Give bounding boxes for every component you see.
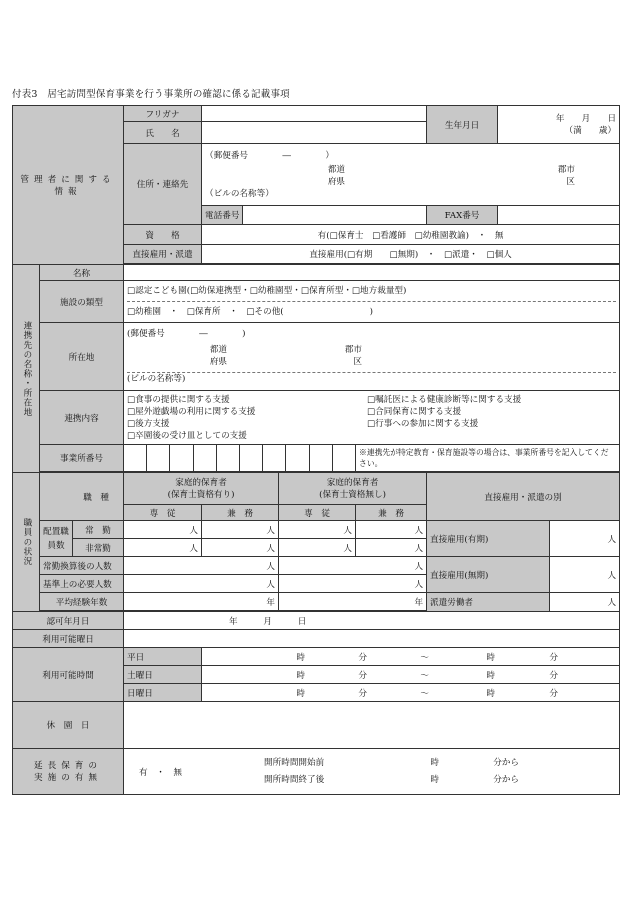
employment-label: 直接雇用・派遣 (124, 245, 202, 264)
nonreg-full-b[interactable]: 人 (279, 539, 356, 557)
nonreg-part-b[interactable]: 人 (356, 539, 427, 557)
hours-sunday-field[interactable]: 時 分 ～ 時 分 (202, 684, 620, 702)
partner-address-label: 所在地 (40, 323, 124, 391)
partner-address-field[interactable]: (郵便番号 ― ) 都道 府県 郡市 区 (ビルの名称等) (124, 323, 620, 391)
cooperation-label: 連携内容 (40, 391, 124, 445)
furigana-label: フリガナ (124, 106, 202, 122)
experience-a[interactable]: 年 (124, 593, 279, 611)
registration-form (12, 105, 620, 795)
dispatch-label: 派遣労働者 (427, 593, 550, 612)
manager-section-label: 管理者に関する情報 (13, 106, 124, 265)
extended-care-label: 延長保育の 実施の有無 (13, 749, 124, 795)
office-number-field[interactable] (124, 445, 356, 472)
facility-type-field[interactable]: □認定こども園(□幼保連携型・□幼稚園型・□保育所型・□地方裁量型) □幼稚園 ・ □保育所 ・ □その他( ) (124, 281, 620, 323)
cooperation-field[interactable]: □食事の提供に関する支援 □屋外遊戯場の利用に関する支援 □後方支援 □卒園後の受け皿としての支援 □嘱託医による健康診断等に関する支援 □合同保育に関する支援 □行事への参加に関する支援 (124, 391, 620, 445)
phone-field[interactable] (202, 206, 427, 225)
experience-label: 平均経験年数 (40, 593, 124, 611)
full-time-header-b: 専 従 (279, 505, 356, 521)
experience-b[interactable]: 年 (279, 593, 427, 611)
hours-weekday-field[interactable]: 時 分 ～ 時 分 (202, 648, 620, 666)
form-caption: 付表3 居宅訪問型保育事業を行う事業所の確認に係る記載事項 (12, 89, 290, 100)
caregiver-qualified-header: 家庭的保育者 (保育士資格有り) (124, 473, 279, 505)
closed-days-field[interactable] (124, 702, 620, 749)
phone-label: 電話番号 (202, 206, 243, 224)
qualification-field[interactable]: 有(□保育士 □看護師 □幼稚園教諭) ・ 無 (202, 225, 620, 245)
direct-fixed-field[interactable]: 人 (550, 521, 620, 557)
facility-type-label: 施設の類型 (40, 281, 124, 323)
full-time-header-a: 専 従 (124, 505, 202, 521)
hours-saturday-label: 土曜日 (124, 666, 202, 684)
fte-b[interactable]: 人 (279, 557, 427, 575)
nonreg-part-a[interactable]: 人 (202, 539, 279, 557)
fax-field[interactable] (498, 206, 620, 225)
closed-days-label: 休 園 日 (13, 702, 124, 749)
reg-part-a[interactable]: 人 (202, 521, 279, 539)
approval-label: 認可年月日 (13, 612, 124, 630)
job-type-label: 職 種 (40, 473, 124, 521)
dispatch-field[interactable]: 人 (550, 593, 620, 612)
days-field[interactable] (124, 630, 620, 648)
required-label: 基準上の必要人数 (40, 575, 124, 593)
employment-field[interactable]: 直接雇用(□有期 □無期) ・ □派遣・ □個人 (202, 245, 620, 264)
reg-part-b[interactable]: 人 (356, 521, 427, 539)
reg-full-b[interactable]: 人 (279, 521, 356, 539)
staff-section-label: 職員の状況 (13, 473, 40, 612)
manager-address-label: 住所・連絡先 (124, 144, 202, 225)
name-field[interactable] (202, 122, 427, 144)
hours-label: 利用可能時間 (13, 648, 124, 702)
direct-fixed-label: 直接雇用(有期) (427, 521, 550, 557)
direct-open-field[interactable]: 人 (550, 557, 620, 593)
office-number-note: ※連携先が特定教育・保育施設等の場合は、事業所番号を記入してください。 (356, 445, 620, 472)
fte-a[interactable]: 人 (124, 557, 279, 575)
partner-section-label: 連携先の名称・所在地 (13, 265, 40, 473)
nonreg-full-a[interactable]: 人 (124, 539, 202, 557)
qualification-label: 資 格 (124, 225, 202, 245)
part-time-header-a: 兼 務 (202, 505, 279, 521)
hours-saturday-field[interactable]: 時 分 ～ 時 分 (202, 666, 620, 684)
caregiver-unqualified-header: 家庭的保育者 (保育士資格無し) (279, 473, 427, 505)
extended-yes-no[interactable]: 有 ・ 無 (139, 767, 183, 778)
required-a[interactable]: 人 (124, 575, 279, 593)
birth-label: 生年月日 (427, 106, 498, 144)
fte-label: 常勤換算後の人数 (40, 557, 124, 575)
manager-address-field[interactable]: （郵便番号 ― ） 都道 府県 郡市 区 （ビルの名称等） (202, 144, 620, 206)
reg-full-a[interactable]: 人 (124, 521, 202, 539)
hours-weekday-label: 平日 (124, 648, 202, 666)
approval-field[interactable]: 年 月 日 (124, 612, 620, 630)
hours-sunday-label: 日曜日 (124, 684, 202, 702)
birth-field[interactable]: 年 月 日 （満 歳） (498, 106, 620, 144)
fax-label: FAX番号 (427, 206, 498, 225)
employment-type-header: 直接雇用・派遣の別 (427, 473, 620, 521)
partner-name-field[interactable] (124, 265, 620, 281)
direct-open-label: 直接雇用(無期) (427, 557, 550, 593)
nonregular-label: 非常勤 (73, 539, 124, 557)
extended-care-field[interactable]: 有 ・ 無 開所時間開始前 時 分から 開所時間終了後 時 分から (124, 749, 620, 795)
partner-name-label: 名称 (40, 265, 124, 281)
required-b[interactable]: 人 (279, 575, 427, 593)
part-time-header-b: 兼 務 (356, 505, 427, 521)
name-label: 氏 名 (124, 122, 202, 144)
office-number-label: 事業所番号 (40, 445, 124, 472)
days-label: 利用可能曜日 (13, 630, 124, 648)
furigana-field[interactable] (202, 106, 427, 122)
regular-label: 常 勤 (73, 521, 124, 539)
placement-label: 配置職員数 (40, 521, 73, 557)
